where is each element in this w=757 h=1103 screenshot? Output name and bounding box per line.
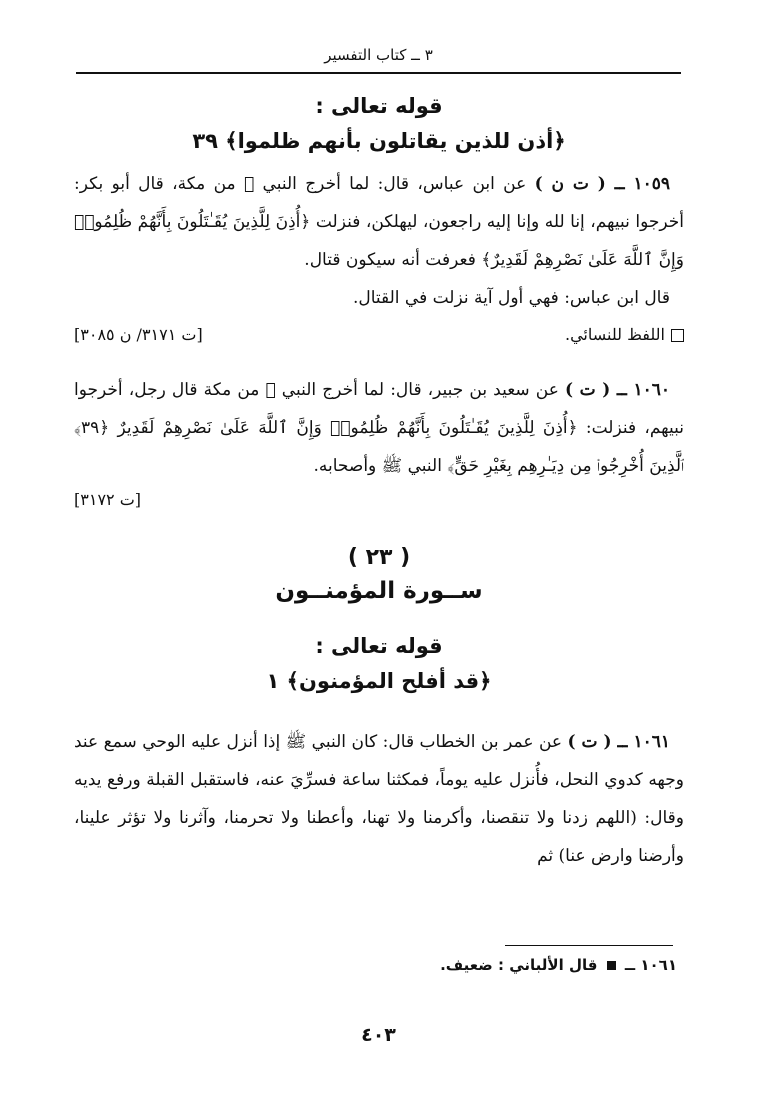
- hadith-1059: [74, 165, 684, 279]
- hadith-number: ١٠٥٩ ــ ( ت ن ): [534, 174, 670, 195]
- section-heading: قوله تعالى :: [315, 94, 443, 118]
- hadith-reference: [ت ٣١٧١/ ن ٣٠٨٥]: [74, 325, 203, 345]
- hadith-1059-footer: [74, 317, 684, 353]
- section-heading: قوله تعالى :: [315, 634, 443, 659]
- wording-note-text: اللفظ للنسائي.: [564, 325, 665, 345]
- surah-number: ( ٢٣ ): [347, 545, 411, 571]
- filled-square-icon: [607, 961, 616, 970]
- hadith-text: عن ابن عباس، قال: لما أخرج النبي ﷺ من مكة، قال أبو بكر: أخرجوا نبيهم، إنا لله وإنا إليه راجعون، ليهلكن، فنزلت ﴿أُذِنَ لِلَّذِينَ يُقَـٰتَلُونَ بِأَنَّهُمْ ظُلِمُوا۟ وَإِنَّ ٱللَّهَ عَلَىٰ نَصْرِهِمْ لَقَدِيرٌ﴾ فعرفت أنه سيكون قتال.: [74, 174, 684, 271]
- wording-note: [565, 317, 684, 353]
- spacer: [74, 705, 684, 723]
- footnote-number: ١٠٦١ ــ: [624, 956, 677, 974]
- page-content: [74, 94, 684, 875]
- surah-title: ســورة المؤمنــون: [275, 578, 483, 605]
- header-rule: [76, 72, 681, 74]
- hadith-number: ١٠٦٠ ــ ( ت ): [564, 380, 670, 401]
- footnote-label: قال الألباني :: [498, 956, 598, 974]
- footnote: [440, 956, 677, 974]
- hadith-number: ١٠٦١ ــ ( ت ): [567, 732, 670, 753]
- hadith-1061: [74, 723, 684, 875]
- verse-heading: ﴿أذن للذين يقاتلون بأنهم ظلموا﴾ ٣٩: [192, 129, 566, 154]
- square-outline-icon: [671, 329, 684, 342]
- hadith-1059-continuation: قال ابن عباس: فهي أول آية نزلت في القتال.: [352, 288, 670, 309]
- footnote-rule: [505, 945, 673, 946]
- spacer: [74, 353, 684, 371]
- page-number: ٤٠٣: [361, 1024, 396, 1046]
- hadith-reference: [ت ٣١٧٢]: [74, 490, 142, 510]
- verse-heading: ﴿قد أفلح المؤمنون﴾ ١: [266, 669, 492, 694]
- hadith-text: عن عمر بن الخطاب قال: كان النبي ﷺ إذا أنزل عليه الوحي سمع عند وجهه كدوي النحل، فأُنزل عليه يوماً، فمكثنا ساعة فسرِّيَ عنه، فاستقبل القبلة ورفع يديه وقال: (اللهم زدنا ولا تنقصنا، وأكرمنا ولا تهنا، وأعطنا ولا تحرمنا، وآثرنا ولا تؤثر علينا، وأرضنا وارض عنا) ثم: [74, 732, 684, 867]
- hadith-text: عن سعيد بن جبير، قال: لما أخرج النبي ﷺ من مكة قال رجل، أخرجوا نبيهم، فنزلت: ﴿أُذِنَ لِلَّذِينَ يُقَـٰتَلُونَ بِأَنَّهُمْ ظُلِمُوا۟ وَإِنَّ ٱللَّهَ عَلَىٰ نَصْرِهِمْ لَقَدِيرٌ ﴿٣٩﴾ ٱلَّذِينَ أُخْرِجُوا۟ مِن دِيَـٰرِهِم بِغَيْرِ حَقٍّ﴾ النبي ﷺ وأصحابه.: [74, 380, 684, 477]
- hadith-1060: [74, 371, 684, 485]
- running-header: ٣ ــ كتاب التفسير: [324, 46, 433, 64]
- footnote-grade: ضعيف.: [440, 956, 493, 974]
